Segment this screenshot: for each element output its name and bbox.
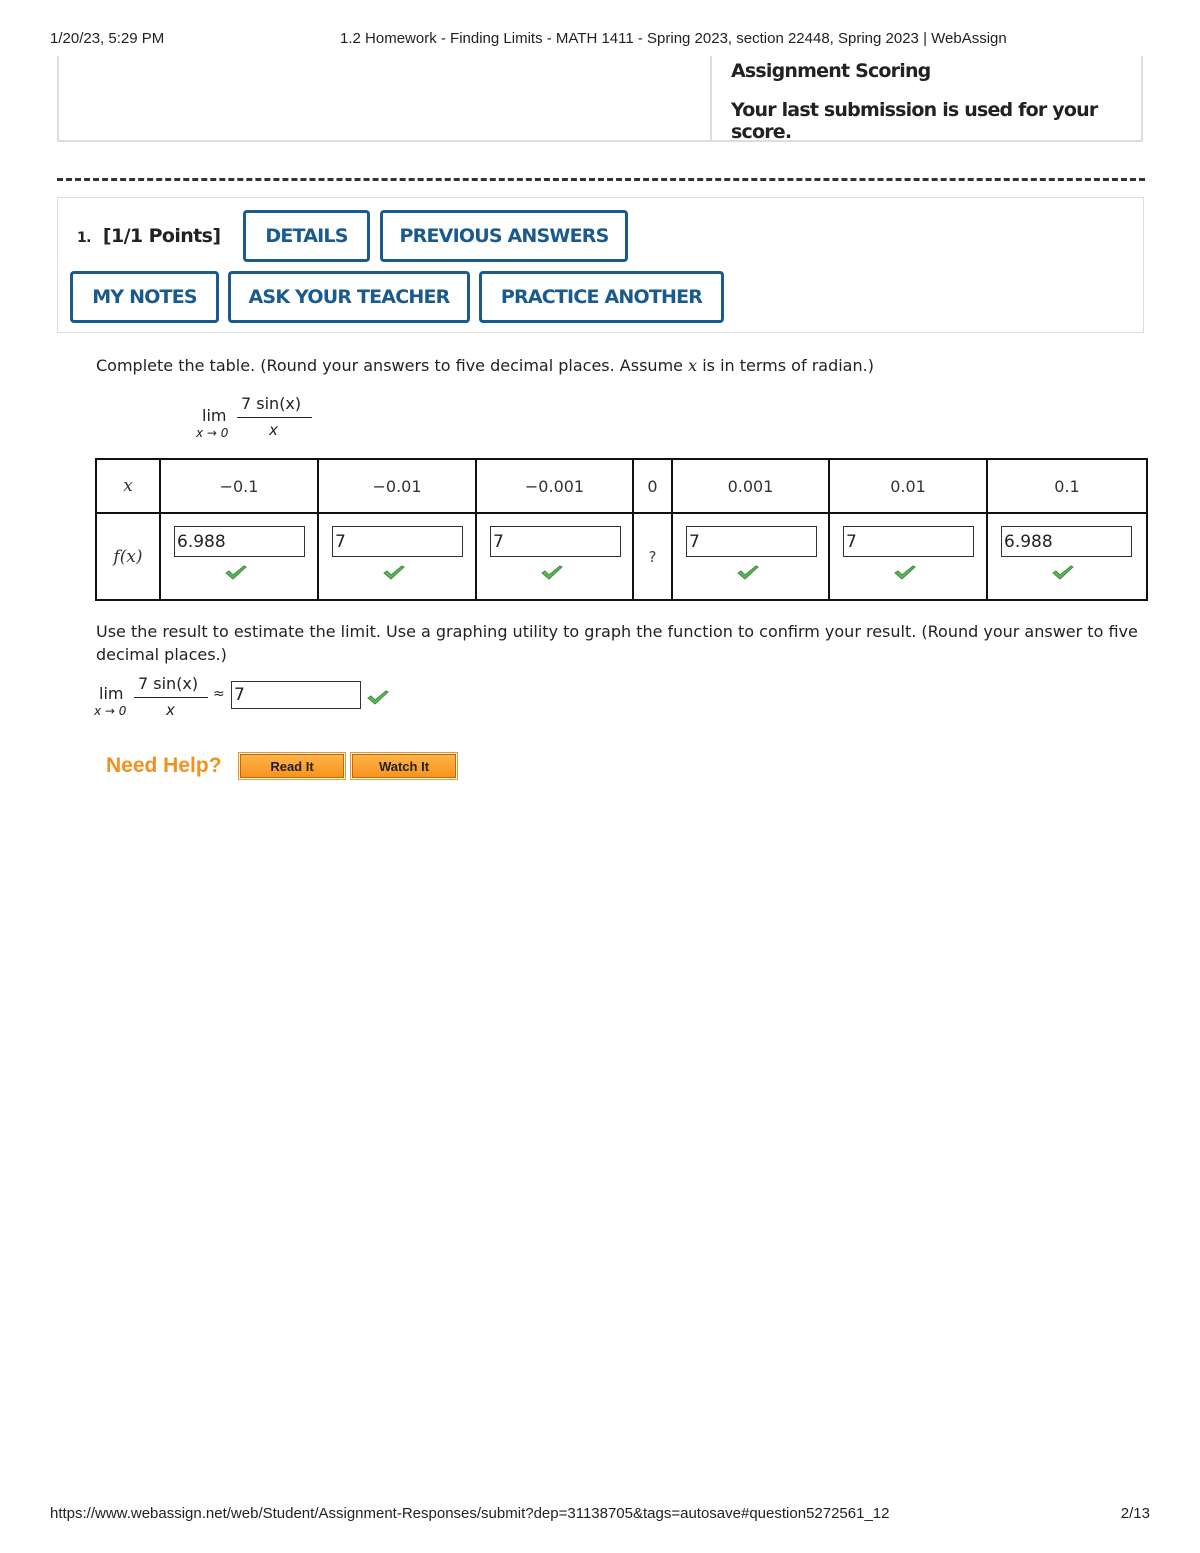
prompt-variable: x: [688, 356, 698, 375]
assignment-scoring-text: Your last submission is used for your score.: [731, 99, 1098, 143]
ask-your-teacher-button[interactable]: ASK YOUR TEACHER: [228, 271, 470, 323]
limit-expression-answer: [94, 672, 214, 722]
correct-check-icon: [894, 565, 916, 581]
print-footer: [50, 1505, 1150, 1525]
practice-another-button[interactable]: PRACTICE ANOTHER: [479, 271, 724, 323]
x-header: [96, 459, 160, 513]
need-help-label: Need Help?: [106, 754, 222, 777]
x-cell: 0: [633, 459, 672, 513]
panel-divider: [710, 56, 712, 140]
lim-subscript: x → 0: [196, 426, 229, 440]
correct-check-icon: [541, 565, 563, 581]
question-number-points: [77, 225, 220, 247]
fx-header: [96, 513, 160, 600]
fx-label: f(x): [113, 546, 143, 567]
fx-row: [96, 513, 1147, 600]
fraction-numerator: 7 sin(x): [138, 674, 199, 693]
prompt-text-1: Complete the table. (Round your answers to five decimal places. Assume: [96, 356, 683, 375]
x-label: x: [123, 476, 133, 496]
x-cell: 0.01: [829, 459, 987, 513]
correct-check-icon: [1052, 565, 1074, 581]
limit-answer-input[interactable]: [231, 681, 361, 709]
x-cell: −0.1: [160, 459, 318, 513]
fx-cell: [476, 513, 633, 600]
fx-cell: [160, 513, 318, 600]
answer-input[interactable]: [174, 526, 305, 557]
question-prompt: [96, 356, 874, 375]
watch-it-button[interactable]: Watch It: [352, 754, 456, 778]
assignment-scoring-panel: [57, 56, 1143, 142]
fx-cell: [318, 513, 476, 600]
print-page-number: 2/13: [1120, 1505, 1150, 1522]
my-notes-button[interactable]: MY NOTES: [70, 271, 219, 323]
answer-input[interactable]: [686, 526, 817, 557]
x-cell: 0.1: [987, 459, 1147, 513]
fraction-bar: [134, 697, 208, 698]
fx-cell: [672, 513, 829, 600]
assignment-scoring-title: Assignment Scoring: [731, 60, 931, 82]
question-separator: [57, 178, 1145, 181]
question-points: [1/1 Points]: [102, 225, 221, 247]
correct-check-icon: [383, 565, 405, 581]
previous-answers-button[interactable]: PREVIOUS ANSWERS: [380, 210, 628, 262]
fraction-denominator: x: [166, 701, 175, 719]
lim-word: lim: [99, 684, 124, 703]
fx-cell: [829, 513, 987, 600]
details-button[interactable]: DETAILS: [243, 210, 370, 262]
fx-cell: [987, 513, 1147, 600]
print-header: [50, 30, 1150, 50]
lim-word: lim: [202, 406, 227, 425]
prompt-text-2: is in terms of radian.): [702, 356, 874, 375]
correct-check-icon: [367, 690, 389, 706]
question-header: [57, 197, 1144, 333]
correct-check-icon: [225, 565, 247, 581]
x-cell: −0.001: [476, 459, 633, 513]
read-it-button[interactable]: Read It: [240, 754, 344, 778]
lim-subscript: x → 0: [94, 704, 127, 718]
fraction-numerator: 7 sin(x): [241, 394, 302, 413]
x-row: [96, 459, 1147, 513]
fx-cell-undefined: [633, 513, 672, 600]
estimate-prompt: Use the result to estimate the limit. Use a graphing utility to graph the function to confirm your result. (Round your answer to five decimal places.): [96, 622, 1138, 664]
values-table: [95, 458, 1148, 601]
print-url: https://www.webassign.net/web/Student/Assignment-Responses/submit?dep=31138705&tags=autosave#question5272561_12: [50, 1505, 890, 1522]
limit-expression: [196, 392, 316, 442]
correct-check-icon: [737, 565, 759, 581]
answer-input[interactable]: [490, 526, 621, 557]
question-number: 1.: [77, 230, 91, 246]
undefined-mark: ?: [648, 548, 657, 566]
approx-symbol: ≈: [213, 686, 225, 702]
x-cell: −0.01: [318, 459, 476, 513]
answer-input[interactable]: [843, 526, 974, 557]
answer-input[interactable]: [332, 526, 463, 557]
print-date: 1/20/23, 5:29 PM: [50, 30, 165, 47]
print-page-title: 1.2 Homework - Finding Limits - MATH 1411 - Spring 2023, section 22448, Spring 2023 | WebAssign: [340, 30, 1007, 47]
fraction-bar: [237, 417, 312, 418]
answer-input[interactable]: [1001, 526, 1132, 557]
fraction-denominator: x: [269, 421, 278, 439]
x-cell: 0.001: [672, 459, 829, 513]
